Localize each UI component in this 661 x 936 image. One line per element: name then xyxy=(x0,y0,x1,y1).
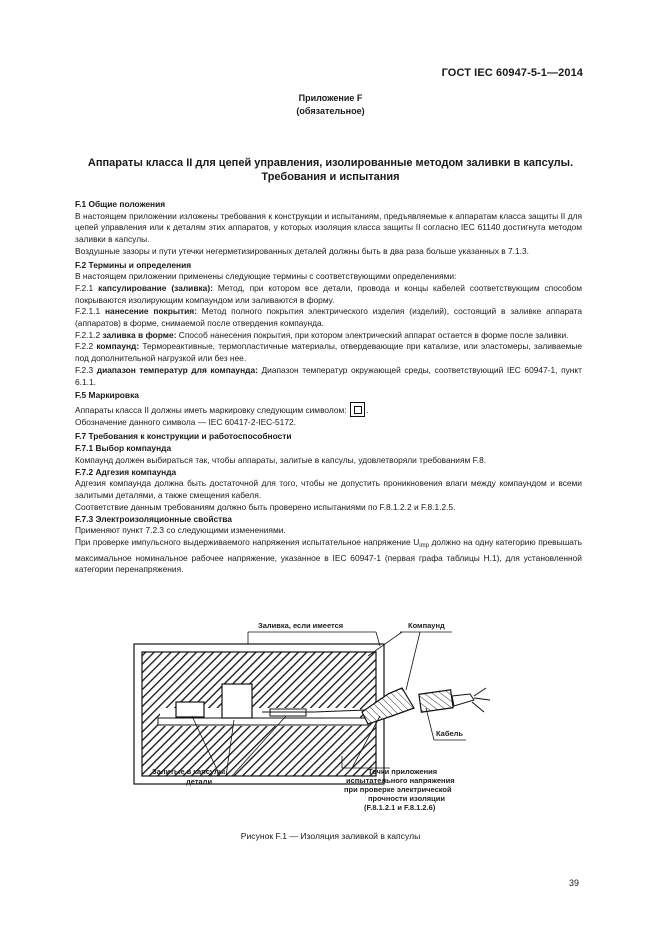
cable-wires xyxy=(472,688,490,712)
label-parts-line-2: детали xyxy=(186,777,213,786)
definition-f2-1 xyxy=(56,283,582,306)
clause-number: F.2.2 xyxy=(75,341,94,352)
paragraph: Адгезия компаунда должна быть достаточной для того, чтобы не допустить проникновения влаги между компаундом и всеми залитыми деталями, а также смещения кабеля. xyxy=(75,478,582,501)
section-heading-f7-2: F.7.2 Адгезия компаунда xyxy=(75,466,177,477)
figure-caption: Рисунок F.1 — Изоляция заливкой в капсулы xyxy=(240,831,421,841)
annex-status: (обязательное) xyxy=(296,106,365,116)
definition-f2-1-1 xyxy=(56,306,582,329)
definition-text: Диапазон температур окружающей среды, соответствующий IEC 60947-1, пункт 6.1.1. xyxy=(75,364,583,387)
label-points-line-4: прочности изоляции xyxy=(368,794,445,803)
paragraph: Компаунд должен выбираться так, чтобы аппараты, залитые в капсулы, удовлетворяли требованиям F.8. xyxy=(75,455,487,466)
section-heading-f5: F.5 Маркировка xyxy=(75,390,139,401)
clause-number: F.2.1.2 xyxy=(75,329,101,340)
label-points-line-5: (F.8.1.2.1 и F.8.1.2.6) xyxy=(364,803,436,812)
term: нанесение покрытия: xyxy=(105,306,197,317)
document-body xyxy=(75,197,582,576)
definition-text: Метод полного покрытия электрического изделия (изделий), состоящий в заливке аппарата (аппаратов) в форме, снимаемой после отвердения компаунда. xyxy=(75,306,583,329)
cable-end xyxy=(419,690,453,712)
section-heading-f7-1: F.7.1 Выбор компаунда xyxy=(75,443,172,454)
impulse-voltage-paragraph xyxy=(56,537,582,576)
label-compound: Компаунд xyxy=(408,621,445,630)
definition-text: Метод, при котором все детали, провода и концы кабелей соответствующим способом покрываются изолирующим компаундом или заливаются в форму. xyxy=(75,282,583,305)
label-cable: Кабель xyxy=(436,729,464,738)
cable-core xyxy=(452,694,474,706)
paragraph: В настоящем приложении изложены требования к конструкции и испытаниям, предъявляемые к аппаратам класса защиты II для цепей управления или к деталям этих аппаратов, у которых изоляция класса защиты II согласно IEC 61140 достигнута методом заливки в капсулы. xyxy=(75,210,582,245)
paragraph: Обозначение данного символа — IEC 60417-2-IEC-5172. xyxy=(75,416,296,427)
section-heading-f7: F.7 Требования к конструкции и работоспособности xyxy=(75,430,292,441)
paragraph: Воздушные зазоры и пути утечки негерметизированных деталей должны быть в два раза больше указанных в 7.1.3. xyxy=(75,245,529,256)
label-points-line-2: испытательного напряжения xyxy=(346,776,455,785)
label-points-line-1: Точки приложения xyxy=(368,767,438,776)
circuit-board xyxy=(158,718,368,725)
label-parts-line-1: Залитые в капсулы xyxy=(152,767,226,776)
definition-f2-2 xyxy=(56,341,582,364)
definition-text: Способ нанесения покрытия, при котором электрический аппарат остается в форме после заливки. xyxy=(178,329,569,340)
paragraph: Применяют пункт 7.2.3 со следующими изменениями. xyxy=(75,525,286,536)
clause-number: F.2.3 xyxy=(75,364,94,375)
paragraph-text: должно на одну категорию превышать максимальное номинальное рабочее напряжение, указанное в IEC 60947-1 (первая графа таблицы H.1), для установленной категории перенапряжения. xyxy=(75,536,582,575)
section-heading-f2: F.2 Термины и определения xyxy=(75,259,192,270)
encapsulated-component-1 xyxy=(176,702,204,717)
marking-text: Аппараты класса II должны иметь маркировку следующим символом: xyxy=(75,404,347,415)
encapsulated-component-2 xyxy=(222,684,252,718)
annex-title-line-1: Аппараты класса II для цепей управления, изолированные методом заливки в капсулы. xyxy=(87,157,574,169)
paragraph-text: При проверке импульсного выдерживаемого напряжения испытательное напряжение U xyxy=(75,536,420,547)
label-points-line-3: при проверке электрической xyxy=(344,785,452,794)
label-fill: Заливка, если имеется xyxy=(258,621,344,630)
annex-title-line-2: Требования и испытания xyxy=(261,171,400,183)
section-heading-f1: F.1 Общие положения xyxy=(75,199,166,209)
clause-number: F.2.1 xyxy=(75,282,94,293)
annex-label: Приложение F xyxy=(298,93,363,103)
voltage-subscript: imp xyxy=(419,542,429,549)
marking-paragraph xyxy=(75,402,582,417)
definition-text: Термореактивные, термопластичные материалы, отвердевающие при катализе, или эластомеры, заливаемые под дополнительной нагрузкой или без нее. xyxy=(75,341,583,364)
annex-title xyxy=(60,156,601,184)
standard-designation: ГОСТ IEC 60947-5-1—2014 xyxy=(441,67,583,79)
term: диапазон температур для компаунда: xyxy=(96,364,258,375)
clause-number: F.2.1.1 xyxy=(75,306,101,317)
marking-period: . xyxy=(365,404,369,415)
paragraph: В настоящем приложении применены следующие термины с соответствующими определениями: xyxy=(75,271,457,282)
term: капсулирование (заливка): xyxy=(98,282,213,293)
class-ii-double-square-icon xyxy=(350,402,365,417)
page-number: 39 xyxy=(568,878,579,888)
term: компаунд: xyxy=(96,341,140,352)
term: заливка в форме: xyxy=(102,329,177,340)
paragraph: Соответствие данным требованиям должно быть проверено испытаниями по F.8.1.2.2 и F.8.1.2.5. xyxy=(75,501,456,512)
definition-f2-3 xyxy=(56,365,582,388)
section-heading-f7-3: F.7.3 Электроизоляционные свойства xyxy=(75,513,232,524)
definition-f2-1-2 xyxy=(56,330,582,342)
encapsulation-figure xyxy=(130,616,500,826)
